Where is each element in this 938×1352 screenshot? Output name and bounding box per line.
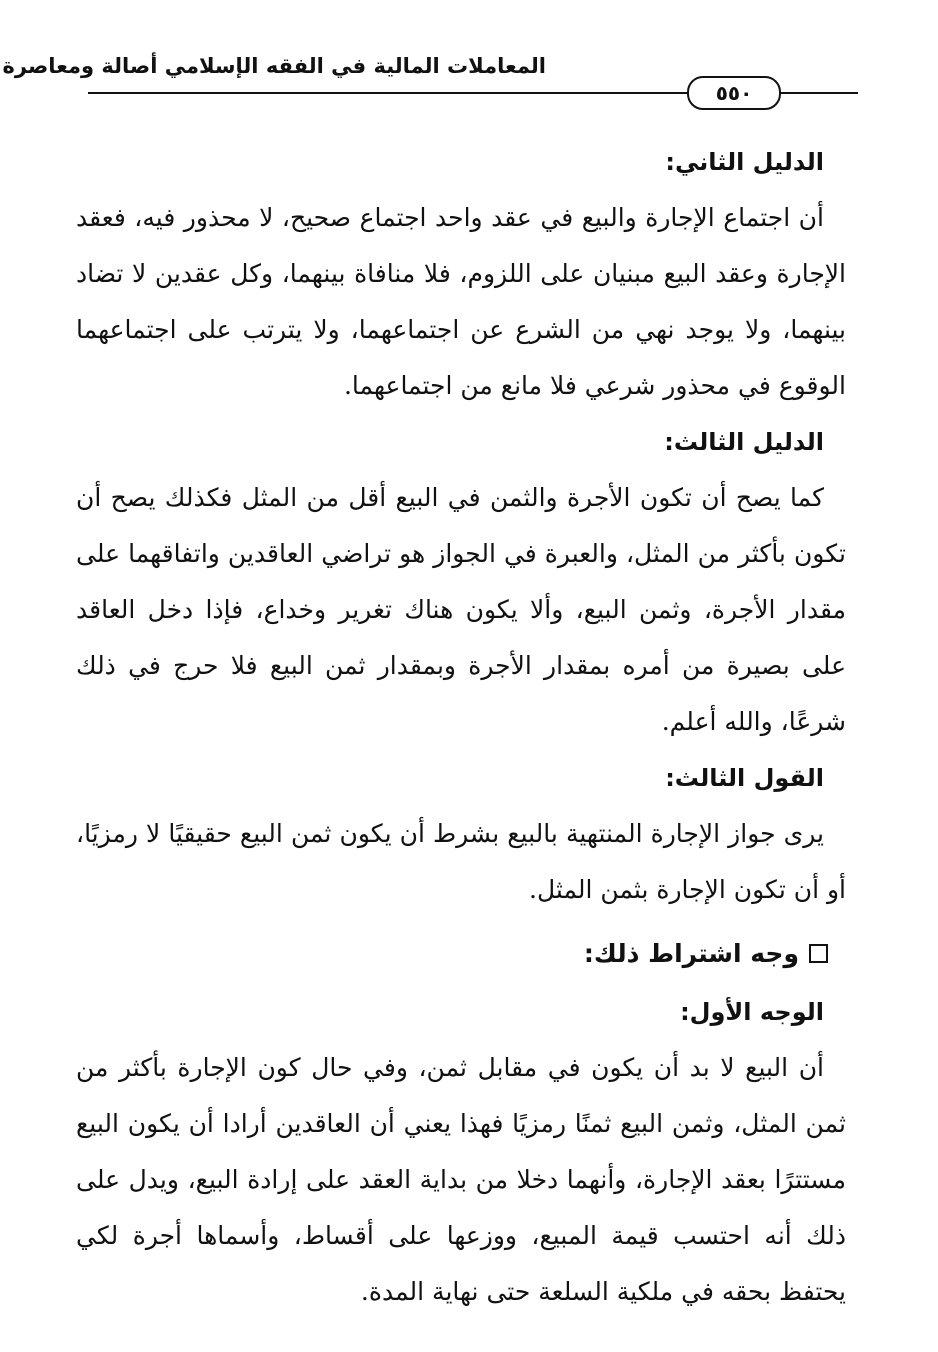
heading-evidence-3: الدليل الثالث:	[664, 428, 824, 456]
heading-condition-label: وجه اشتراط ذلك:	[583, 939, 799, 968]
heading-condition	[76, 924, 846, 984]
running-title: المعاملات المالية في الفقه الإسلامي أصالة ومعاصرة	[2, 54, 546, 78]
page-body	[76, 134, 846, 1320]
paragraph-aspect-1: أن البيع لا بد أن يكون في مقابل ثمن، وفي حال كون الإجارة بأكثر من ثمن المثل، وثمن البيع ثمنًا رمزيًا فهذا يعني أن العاقدين أرادا أن يكون البيع مستترًا بعقد الإجارة، وأنهما دخلا من بداية العقد على إرادة البيع، ويدل على ذلك أنه احتسب قيمة المبيع، ووزعها على أقساط، وأسماها أجرة لكي يحتفظ بحقه في ملكية السلعة حتى نهاية المدة.	[76, 1053, 846, 1306]
heading-opinion-3: القول الثالث:	[665, 764, 824, 792]
heading-aspect-1: الوجه الأول:	[680, 998, 824, 1026]
page-number: ٥٥٠	[687, 76, 781, 110]
paragraph-opinion-3: يرى جواز الإجارة المنتهية بالبيع بشرط أن يكون ثمن البيع حقيقيًا لا رمزيًا، أو أن تكون الإجارة بثمن المثل.	[76, 819, 846, 904]
paragraph-evidence-3: كما يصح أن تكون الأجرة والثمن في البيع أقل من المثل فكذلك يصح أن تكون بأكثر من المثل، والعبرة في الجواز هو تراضي العاقدين واتفاقهما على مقدار الأجرة، وثمن البيع، وألا يكون هناك تغرير وخداع، فإذا دخل العاقد على بصيرة من أمره بمقدار الأجرة وبمقدار ثمن البيع فلا حرج في ذلك شرعًا، والله أعلم.	[76, 483, 846, 736]
checkbox-square-icon	[809, 944, 828, 963]
paragraph-evidence-2: أن اجتماع الإجارة والبيع في عقد واحد اجتماع صحيح، لا محذور فيه، فعقد الإجارة وعقد البيع مبنيان على اللزوم، فلا منافاة بينهما، وكل عقدين لا تضاد بينهما، ولا يوجد نهي من الشرع عن اجتماعهما، ولا يترتب على اجتماعهما الوقوع في محذور شرعي فلا مانع من اجتماعهما.	[76, 203, 846, 400]
heading-evidence-2: الدليل الثاني:	[665, 148, 824, 176]
